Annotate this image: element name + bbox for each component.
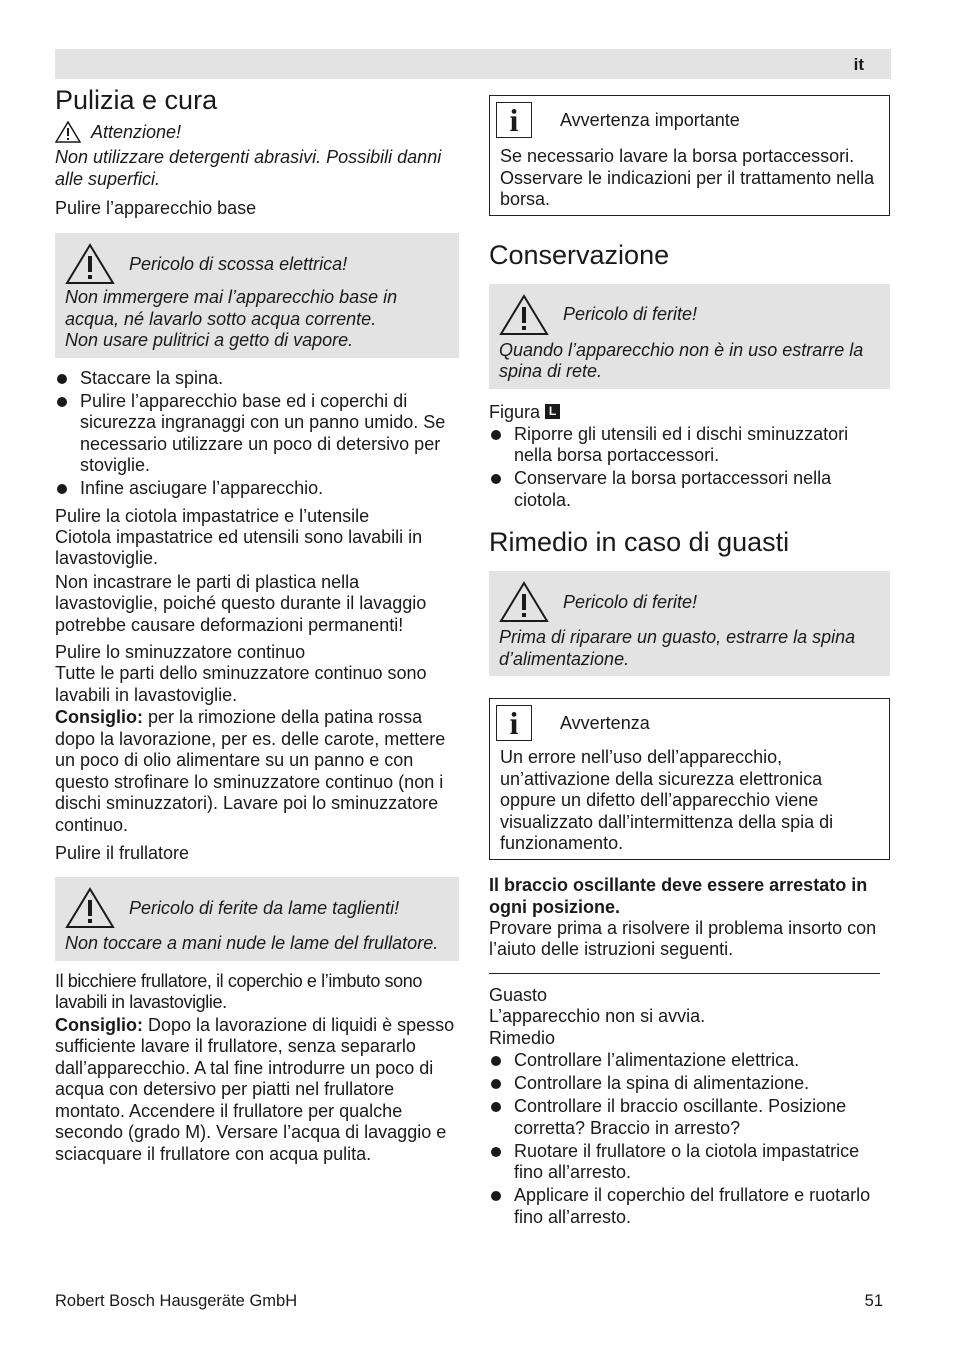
remedy-label: Rimedio	[489, 1028, 556, 1048]
shredder-tip	[55, 707, 459, 836]
page-number: 51	[864, 1292, 883, 1310]
footer-company: Robert Bosch Hausgeräte GmbH	[55, 1292, 298, 1310]
section-title-troubleshooting: Rimedio in caso di guasti	[489, 527, 790, 557]
attention-text: Non utilizzare detergenti abrasivi. Possibili danni alle superfici.	[55, 147, 442, 189]
list-item: Pulire l’apparecchio base ed i coperchi di sicurezza ingranaggi con un panno umido. Se necessario utilizzare un poco di detersivo per stoviglie.	[55, 391, 459, 477]
shredder-heading: Pulire lo sminuzzatore continuo	[55, 642, 306, 662]
list-item: Staccare la spina.	[55, 368, 459, 390]
bowl-text: Ciotola impastatrice ed utensili sono lavabili in lavastoviglie.	[55, 526, 423, 568]
bowl-heading: Pulire la ciotola impastatrice e l’utensile	[55, 505, 370, 526]
divider	[489, 973, 880, 974]
fault-label: Guasto	[489, 984, 548, 1005]
warning-label: Pericolo di ferite da lame taglienti!	[129, 897, 400, 918]
info-box-note	[489, 698, 890, 860]
blade-warning	[55, 877, 459, 961]
info-box-important	[489, 95, 890, 216]
tip-text: Dopo la lavorazione di liquidi è spesso sufficiente lavare il frullatore, senza separarlo dall’apparecchio. A tal fine introdurre un poco di acqua con detersivo per piatti nel frullatore montato. Accendere il frullatore per qualche secondo (grado M). Versare l’acqua di lavaggio e sciacquare il frullatore con acqua pulita.	[55, 1014, 455, 1164]
blender-text: Il bicchiere frullatore, il coperchio e l’imbuto sono lavabili in lavastoviglie.	[55, 970, 422, 1012]
tip-text: per la rimozione della patina rossa dopo la lavorazione, per es. delle carote, mettere un poco di olio alimentare su un panno e con questo strofinare lo sminuzzatore continuo (non i dischi sminuzzatori). Lavare poi lo sminuzzatore continuo.	[55, 707, 446, 835]
attention-label: Attenzione!	[91, 121, 182, 142]
repair-warning	[489, 571, 890, 676]
info-text: Un errore nell’uso dell’apparecchio, un’attivazione della sicurezza elettronica oppure un difetto dell’apparecchio viene visualizzato dall’intermittenza della spia di funzionamento.	[500, 747, 834, 853]
blender-heading: Pulire il frullatore	[55, 843, 190, 863]
list-item: Conservare la borsa portaccessori nella ciotola.	[489, 468, 890, 511]
figure-reference	[489, 401, 890, 423]
list-item: Infine asciugare l’apparecchio.	[55, 478, 459, 500]
arm-heading: Il braccio oscillante deve essere arrestato in ogni posizione.	[489, 874, 868, 917]
right-column	[489, 95, 890, 1230]
left-column	[55, 84, 459, 1165]
info-label: Avvertenza	[560, 712, 650, 733]
blender-tip	[55, 1015, 459, 1166]
shredder-text: Tutte le parti dello sminuzzatore continuo sono lavabili in lavastoviglie.	[55, 663, 427, 705]
warning-icon	[499, 581, 549, 623]
figure-letter-badge: L	[545, 404, 560, 419]
warning-text: Non usare pulitrici a getto di vapore.	[65, 330, 354, 350]
list-item: Riporre gli utensili ed i dischi sminuzzatori nella borsa portaccessori.	[489, 424, 890, 467]
list-item: Controllare l’alimentazione elettrica.	[489, 1050, 890, 1072]
bowl-text: Non incastrare le parti di plastica nella lavastoviglie, poiché questo durante il lavaggio potrebbe causare deformazioni permanenti!	[55, 571, 427, 635]
warning-text: Prima di riparare un guasto, estrarre la spina d’alimentazione.	[499, 627, 856, 669]
warning-icon	[65, 887, 115, 929]
list-item: Controllare la spina di alimentazione.	[489, 1073, 890, 1095]
warning-label: Pericolo di ferite!	[563, 304, 698, 324]
header-bar	[55, 49, 891, 79]
warning-icon	[499, 294, 549, 336]
section-title-cleaning: Pulizia e cura	[55, 85, 218, 115]
warning-text: Quando l’apparecchio non è in uso estrarre la spina di rete.	[499, 339, 864, 381]
warning-icon	[55, 121, 81, 143]
remedy-steps-list	[489, 1050, 890, 1228]
language-code: it	[853, 55, 864, 74]
warning-label: Pericolo di ferite!	[563, 591, 698, 612]
electric-shock-warning	[55, 233, 459, 358]
tip-label: Consiglio:	[55, 707, 143, 727]
info-icon: i	[496, 102, 532, 138]
list-item: Ruotare il frullatore o la ciotola impastatrice fino all’arresto.	[489, 1141, 890, 1184]
warning-text: Non immergere mai l’apparecchio base in acqua, né lavarlo sotto acqua corrente.	[65, 287, 398, 329]
storage-warning	[489, 284, 890, 389]
fault-text: L’apparecchio non si avvia.	[489, 1005, 706, 1026]
info-text: Se necessario lavare la borsa portaccessori. Osservare le indicazioni per il trattamento nella borsa.	[500, 146, 875, 209]
warning-text: Non toccare a mani nude le lame del frullatore.	[65, 933, 439, 953]
info-icon: i	[496, 705, 532, 741]
figure-label: Figura	[489, 401, 541, 422]
attention-header	[55, 119, 459, 145]
arm-text: Provare prima a risolvere il problema insorto con l’aiuto delle istruzioni seguenti.	[489, 917, 877, 959]
base-steps-list	[55, 368, 459, 500]
list-item: Controllare il braccio oscillante. Posizione corretta? Braccio in arresto?	[489, 1096, 890, 1139]
warning-label: Pericolo di scossa elettrica!	[129, 253, 348, 274]
warning-icon	[65, 243, 115, 285]
storage-steps-list	[489, 424, 890, 512]
section-title-storage: Conservazione	[489, 239, 670, 270]
tip-label: Consiglio:	[55, 1014, 143, 1035]
base-heading: Pulire l’apparecchio base	[55, 198, 257, 218]
list-item: Applicare il coperchio del frullatore e ruotarlo fino all’arresto.	[489, 1185, 890, 1228]
info-label: Avvertenza importante	[560, 109, 740, 130]
